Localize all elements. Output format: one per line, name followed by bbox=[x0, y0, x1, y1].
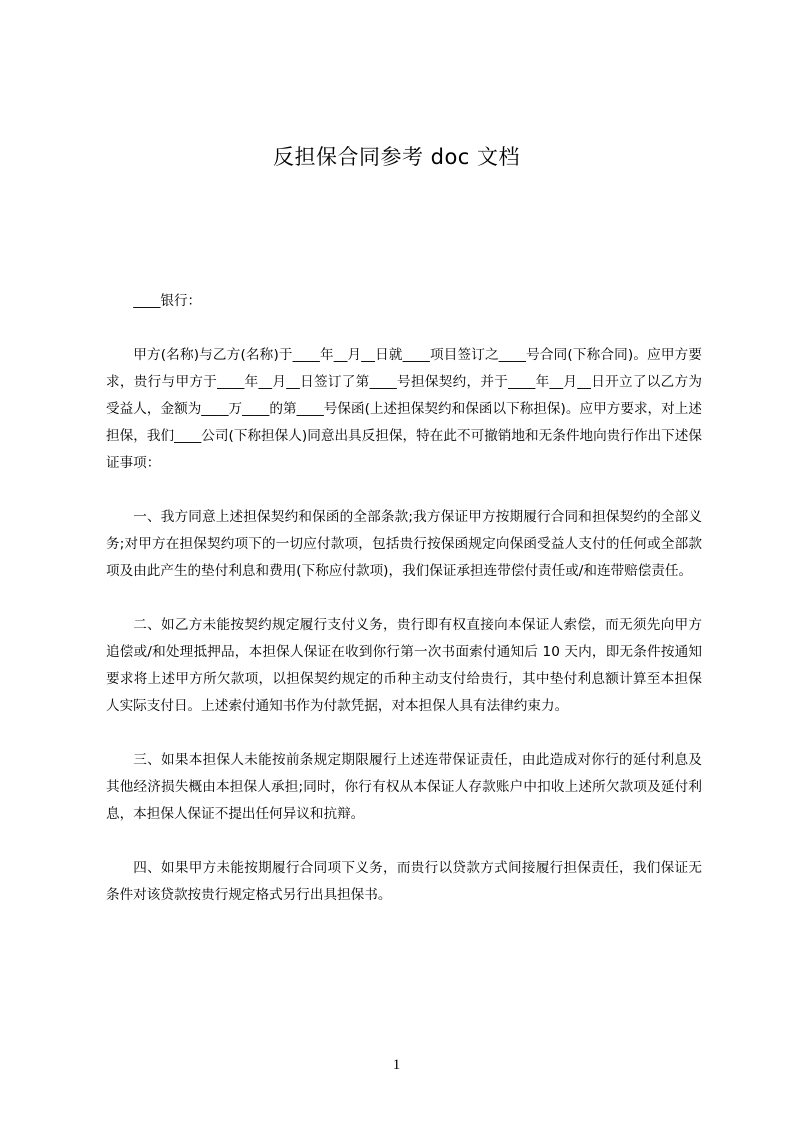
paragraph-clause-2: 二、如乙方未能按契约规定履行支付义务，贵行即有权直接向本保证人索偿，而无须先向甲方追偿或/和处理抵押品，本担保人保证在收到你行第一次书面索付通知后 10 天内，即无条件按通知要求将上述甲方所欠款项，以担保契约规定的币种主动支付给贵行，其中垫付利息额计算至本担保人实际支付日。上述索付通知书作为付款凭据，对本担保人具有法律约束力。 bbox=[106, 617, 702, 714]
paragraph-clause-3: 三、如果本担保人未能按前条规定期限履行上述连带保证责任，由此造成对你行的延付利息及其他经济损失概由本担保人承担;同时，你行有权从本保证人存款账户中扣收上述所欠款项及延付利息，本担保人保证不提出任何异议和抗辩。 bbox=[106, 752, 702, 822]
paragraph-clause-4: 四、如果甲方未能按期履行合同项下义务，而贵行以贷款方式间接履行担保责任，我们保证无条件对该贷款按贵行规定格式另行出具担保书。 bbox=[106, 860, 702, 903]
paragraph-clause-1: 一、我方同意上述担保契约和保函的全部条款;我方保证甲方按期履行合同和担保契约的全部义务;对甲方在担保契约项下的一切应付款项，包括贵行按保函规定向保函受益人支付的任何或全部款项及由此产生的垫付利息和费用(下称应付款项)，我们保证承担连带偿付责任或/和连带赔偿责任。 bbox=[106, 509, 702, 579]
document-body bbox=[106, 288, 702, 936]
salutation: ____银行： bbox=[133, 293, 202, 309]
document-title: 反担保合同参考 doc 文档 bbox=[272, 145, 521, 169]
page-number: 1 bbox=[392, 1057, 401, 1073]
paragraph-intro: 甲方(名称)与乙方(名称)于____年__月__日就____项目签订之____号合同(下称合同)。应甲方要求，贵行与甲方于____年__月__日签订了第____号担保契约，并于____年__月__日开立了以乙方为受益人，金额为____万____的第____号保函(上述担保契约和保函以下称担保)。应甲方要求，对上述担保，我们____公司(下称担保人)同意出具反担保，特在此不可撤销地和无条件地向贵行作出下述保证事项： bbox=[106, 347, 702, 471]
